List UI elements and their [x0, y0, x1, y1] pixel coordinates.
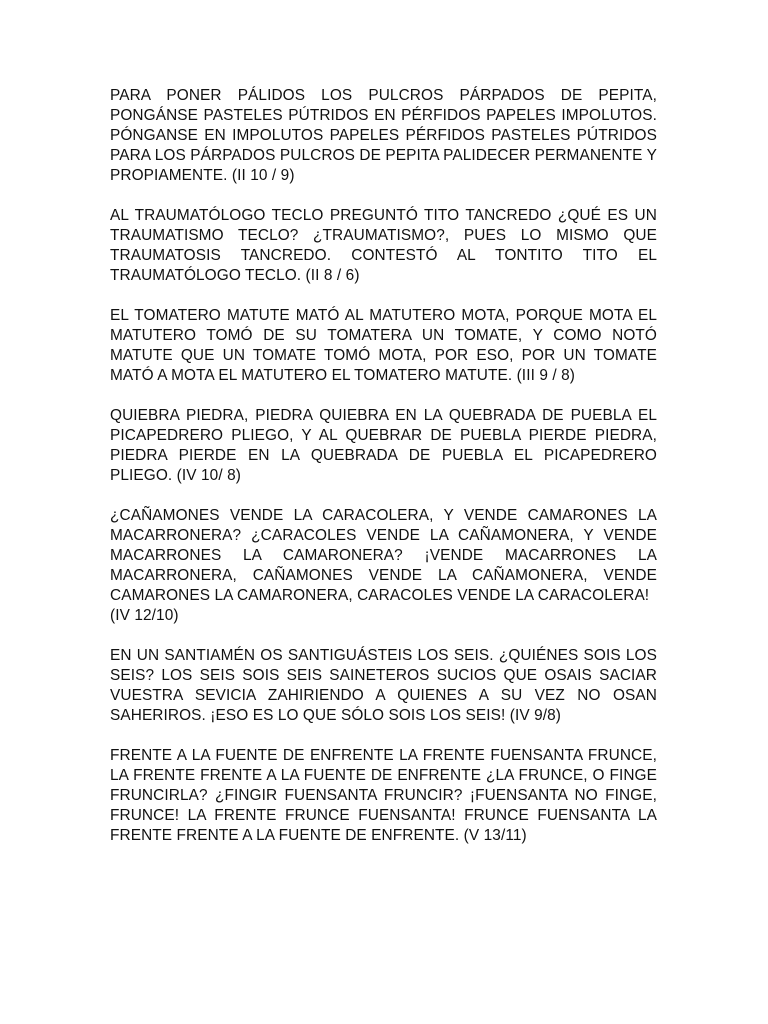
tongue-twister-paragraph: [110, 86, 657, 186]
paragraph-note: (IV 12/10): [110, 607, 179, 624]
paragraph-text: QUIEBRA PIEDRA, PIEDRA QUIEBRA EN LA QUEBRADA DE PUEBLA EL PICAPEDRERO PLIEGO, Y AL QUEBRAR DE PUEBLA PIERDE PIEDRA, PIEDRA PIERDE EN LA QUEBRADA DE PUEBLA EL PICAPEDRERO PLIEGO. (IV 10/ 8): [110, 407, 657, 484]
paragraph-text: EN UN SANTIAMÉN OS SANTIGUÁSTEIS LOS SEIS. ¿QUIÉNES SOIS LOS SEIS? LOS SEIS SOIS SEIS SAINETEROS SUCIOS QUE OSAIS SACIAR VUESTRA SEVICIA ZAHIRIENDO A QUIENES A SU VEZ NO OSAN SAHERIROS. ¡ESO ES LO QUE SÓLO SOIS LOS SEIS! (IV 9/8): [110, 647, 657, 724]
tongue-twister-paragraph: [110, 306, 657, 386]
tongue-twister-paragraph: [110, 646, 657, 726]
paragraph-text: EL TOMATERO MATUTE MATÓ AL MATUTERO MOTA, PORQUE MOTA EL MATUTERO TOMÓ DE SU TOMATERA UN TOMATE, Y COMO NOTÓ MATUTE QUE UN TOMATE TOMÓ MOTA, POR ESO, POR UN TOMATE MATÓ A MOTA EL MATUTERO EL TOMATERO MATUTE. (III 9 / 8): [110, 307, 657, 384]
tongue-twister-paragraph: [110, 406, 657, 486]
paragraph-text: ¿CAÑAMONES VENDE LA CARACOLERA, Y VENDE CAMARONES LA MACARRONERA? ¿CARACOLES VENDE LA CAÑAMONERA, Y VENDE MACARRONES LA CAMARONERA? ¡VENDE MACARRONES LA MACARRONERA, CAÑAMONES VENDE LA CAÑAMONERA, VENDE CAMARONES LA CAMARONERA, CARACOLES VENDE LA CARACOLERA!: [110, 507, 657, 604]
tongue-twister-paragraph: [110, 506, 657, 626]
paragraph-text: AL TRAUMATÓLOGO TECLO PREGUNTÓ TITO TANCREDO ¿QUÉ ES UN TRAUMATISMO TECLO? ¿TRAUMATISMO?, PUES LO MISMO QUE TRAUMATOSIS TANCREDO. CONTESTÓ AL TONTITO TITO EL TRAUMATÓLOGO TECLO. (II 8 / 6): [110, 207, 657, 284]
document-body: [110, 86, 657, 866]
paragraph-text: PARA PONER PÁLIDOS LOS PULCROS PÁRPADOS DE PEPITA, PONGÁNSE PASTELES PÚTRIDOS EN PÉRFIDOS PAPELES IMPOLUTOS. PÓNGANSE EN IMPOLUTOS PAPELES PÉRFIDOS PASTELES PÚTRIDOS PARA LOS PÁRPADOS PULCROS DE PEPITA PALIDECER PERMANENTE Y PROPIAMENTE. (II 10 / 9): [110, 87, 657, 184]
tongue-twister-paragraph: [110, 206, 657, 286]
paragraph-text: FRENTE A LA FUENTE DE ENFRENTE LA FRENTE FUENSANTA FRUNCE, LA FRENTE FRENTE A LA FUENTE DE ENFRENTE ¿LA FRUNCE, O FINGE FRUNCIRLA? ¿FINGIR FUENSANTA FRUNCIR? ¡FUENSANTA NO FINGE, FRUNCE! LA FRENTE FRUNCE FUENSANTA! FRUNCE FUENSANTA LA FRENTE FRENTE A LA FUENTE DE ENFRENTE. (V 13/11): [110, 747, 657, 844]
tongue-twister-paragraph: [110, 746, 657, 846]
